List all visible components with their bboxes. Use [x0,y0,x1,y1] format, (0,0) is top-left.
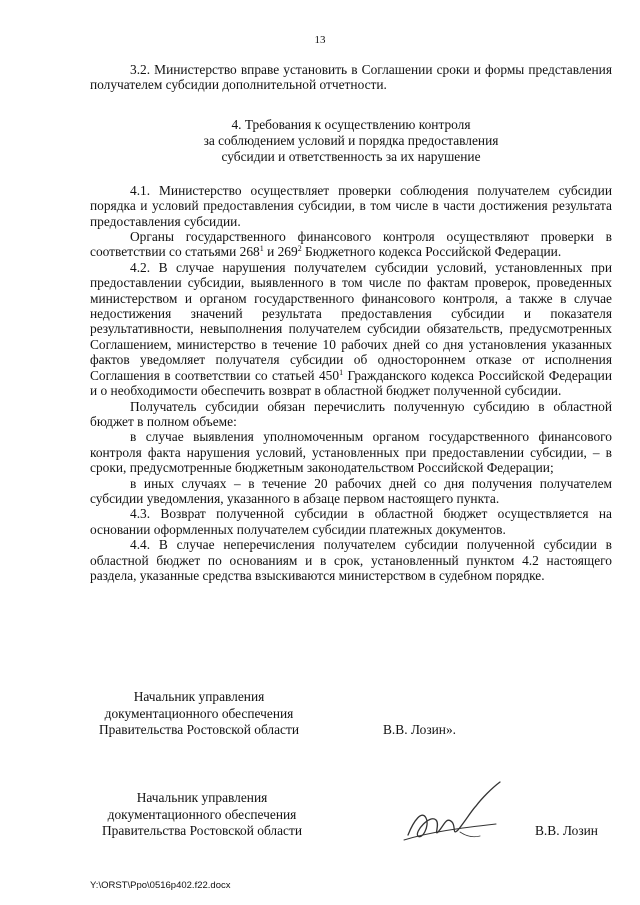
signature-1-title-3: Правительства Ростовской области [98,722,300,737]
superscript-article-450: 1 [339,367,344,377]
page-number: 13 [314,34,326,46]
signature-2-title-3: Правительства Ростовской области [101,823,303,838]
superscript-2: 2 [297,244,302,254]
paragraph-4-3: 4.3. Возврат полученной субсидии в областной бюджет осуществляется на основании оформленных получателем субсидии платежных документов. [90,506,612,537]
superscript-1: 1 [259,244,264,254]
signature-1-name: В.В. Лозин». [383,722,457,737]
control-organs-text-3: Бюджетного кодекса Российской Федерации. [301,244,562,260]
signature-1-title-2: документационного обеспечения [104,705,294,721]
paragraph-3-2: 3.2. Министерство вправе установить в Соглашении сроки и формы представления получателем субсидии дополнительной отчетности. [90,62,612,93]
paragraph-4-2-text-2: Гражданского кодекса Российской Федерации и о необходимости обеспечить возврат в областной бюджет полученной субсидии. [90,367,612,399]
control-organs-text-2: и 269 [263,244,298,260]
signature-block-2 [92,790,312,840]
heading-line-3: субсидии и ответственность за их нарушение [221,148,481,164]
signature-1-title-1: Начальник управления [133,689,265,704]
signature-2-title-2: документационного обеспечения [107,806,297,822]
signature-2-title-1: Начальник управления [136,790,268,805]
file-path-footer: Y:\ORST\Ppo\0516p402.f22.docx [90,880,231,891]
paragraph-4-4: 4.4. В случае неперечисления получателем субсидии полученной субсидии в областной бюджет по основаниям и в срок, установленный пунктом 4.2 настоящего раздела, указанные средства взыскиваются министерством в судебном порядке. [90,537,612,583]
signature-2-name: В.В. Лозин [535,823,598,838]
document-body [90,62,612,583]
paragraph-control-organs [90,229,612,260]
heading-line-2: за соблюдением условий и порядка предоставления [203,132,499,148]
paragraph-return-obligation: Получатель субсидии обязан перечислить полученную субсидию в областной бюджет в полном объеме: [90,398,612,429]
paragraph-4-1: 4.1. Министерство осуществляет проверки соблюдения получателем субсидии порядка и условий предоставления субсидии, в том числе в части достижения результата предоставления субсидии. [90,182,612,229]
paragraph-case-violation: в случае выявления уполномоченным органом государственного финансового контроля факта нарушения условий, установленных при предоставлении субсидии, – в сроки, предусмотренные бюджетным законодательством Российской Федерации; [90,429,612,476]
control-organs-text-1: Органы государственного финансового контроля осуществляют проверки в соответствии со статьями 268 [90,229,612,260]
section-heading [90,117,612,165]
paragraph-case-other: в иных случаях – в течение 20 рабочих дней со дня получения получателем субсидии уведомления, указанного в абзаце первом настоящего пункта. [90,475,612,506]
signature-block-1 [92,689,306,739]
heading-line-1: 4. Требования к осуществлению контроля [231,116,471,132]
paragraph-4-2-text-1: 4.2. В случае нарушения получателем субсидии условий, установленных при предоставлении субсидии, выявленного в том числе по фактам проверок, проведенных министерством и органом государственного финансового контроля, а также в случае недостижения значений результата предоставления субсидии и показателя результативности, невыполнения получателем субсидии обязательств, предусмотренных Соглашением, министерство в течение 10 рабочих дней со дня установления указанных фактов уведомляет получателя субсидии об одностороннем отказе от исполнения Соглашения в соответствии со статьей 450 [90,259,612,383]
handwritten-signature [400,780,510,850]
paragraph-4-2 [90,260,612,399]
